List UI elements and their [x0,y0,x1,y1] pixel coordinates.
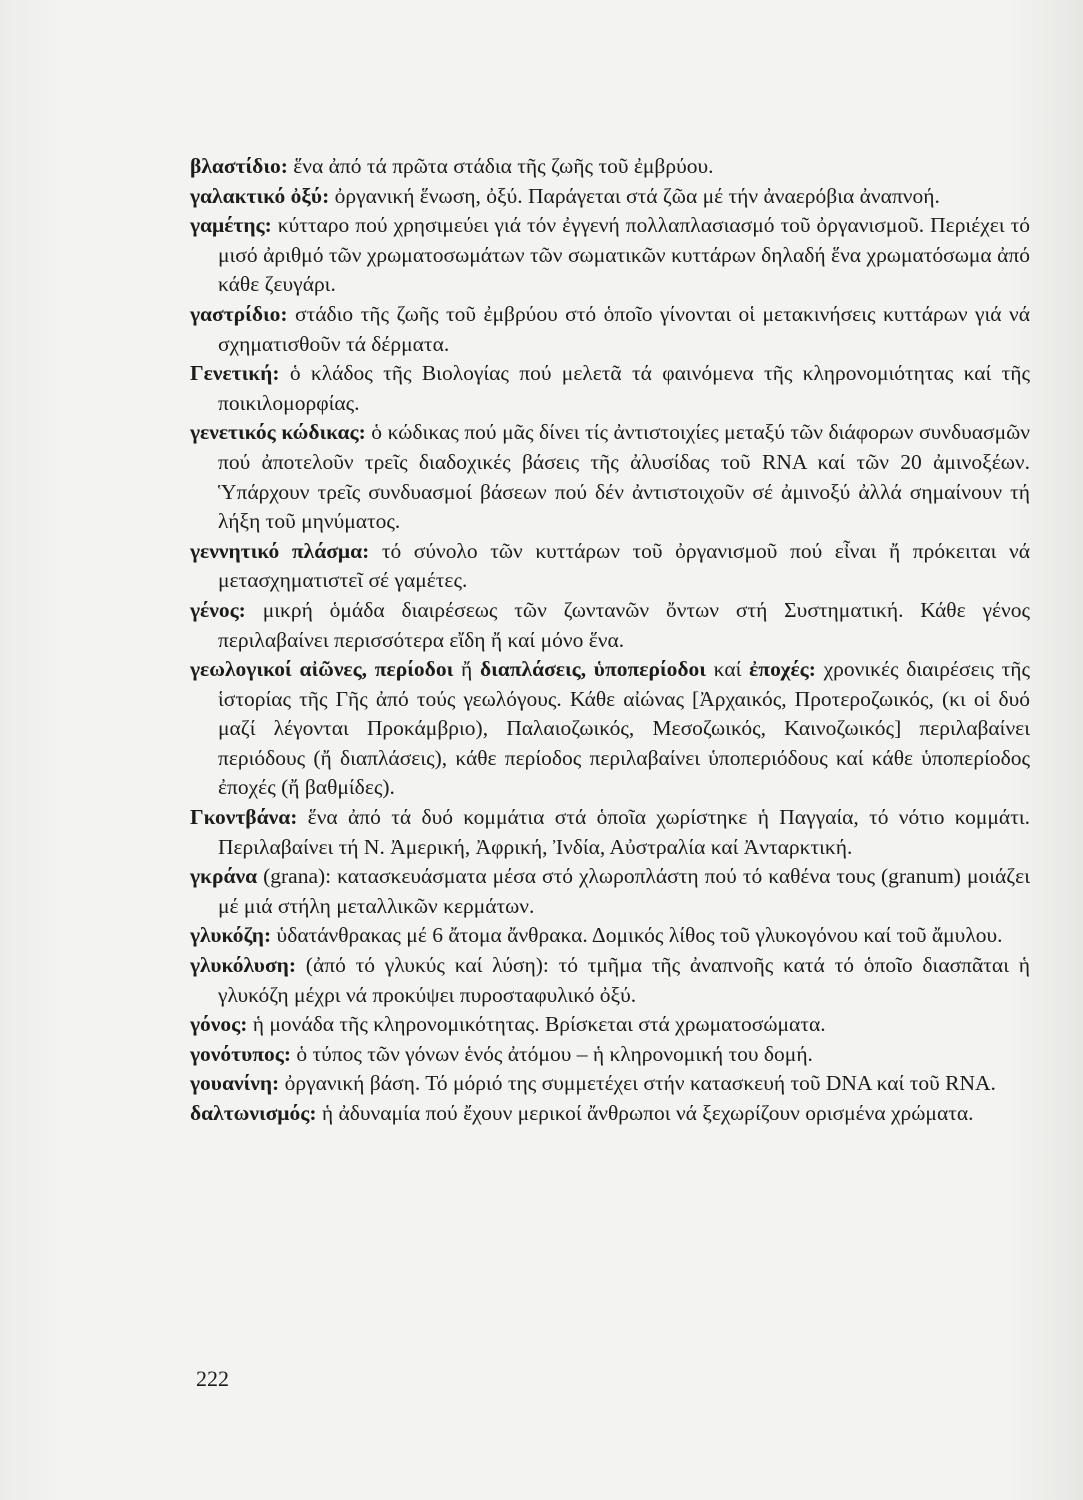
glossary-definition: μικρή ὁμάδα διαιρέσεως τῶν ζωντανῶν ὄντων στή Συστηματική. Κάθε γένος περιλαβαίνει περισσότερα εἴδη ἤ καί μόνο ἕνα. [218,597,1030,652]
glossary-term: γαμέτης: [190,213,272,238]
glossary-term: γαστρίδιο: [190,301,288,326]
glossary-term: γκράνα [190,864,258,889]
glossary-definition: καί [705,657,750,682]
glossary-definition: ὁ κώδικας πού μᾶς δίνει τίς ἀντιστοιχίες μεταξύ τῶν διάφορων συνδυασμῶν πού ἀποτελοῦν τρεῖς διαδοχικές βάσεις τῆς ἀλυσίδας τοῦ RNA καί τῶν 20 ἀμινοξέων. Ὑπάρχουν τρεῖς συνδυασμοί βάσεων πού δέν ἀντιστοιχοῦν σέ ἀμινοξύ ἀλλά σημαίνουν τή λήξη τοῦ μηνύματος. [218,420,1031,534]
glossary-entry [190,1010,1030,1040]
glossary-list [190,152,1030,1129]
glossary-definition: τό σύνολο τῶν κυττάρων τοῦ ὀργανισμοῦ πού εἶναι ἤ πρόκειται νά μετασχηματιστεῖ σέ γαμέτες. [218,538,1030,593]
glossary-term: ἐποχές: [749,657,816,682]
glossary-entry [190,152,1030,182]
glossary-term: γόνος: [190,1012,248,1037]
glossary-definition: (grana): κατασκευάσματα μέσα στό χλωροπλάστη πού τό καθένα τους (granum) μοιάζει μέ μιά στήλη μεταλλικῶν κερμάτων. [218,864,1030,918]
glossary-entry [190,921,1030,951]
glossary-term: γουανίνη: [190,1071,280,1096]
glossary-entry [190,418,1030,536]
glossary-entry [190,1069,1030,1099]
glossary-definition: ἕνα ἀπό τά πρῶτα στάδια τῆς ζωῆς τοῦ ἐμβρύου. [287,154,714,178]
glossary-entry [190,803,1030,862]
glossary-definition: ὁ τύπος τῶν γόνων ἑνός ἀτόμου – ἡ κληρονομική του δομή. [291,1041,813,1066]
glossary-entry [190,182,1030,212]
glossary-definition: στάδιο τῆς ζωῆς τοῦ ἐμβρύου στό ὁποῖο γίνονται οἱ μετακινήσεις κυττάρων γιά νά σχηματισθοῦν τά δέρματα. [218,301,1030,356]
glossary-term: βλαστίδιο: [190,154,288,178]
glossary-term: Γκοντβάνα: [190,805,298,830]
glossary-term: γλυκόλυση: [190,953,297,978]
glossary-entry [190,951,1030,1010]
glossary-term: γλυκόζη: [190,923,272,948]
glossary-entry [190,596,1030,655]
glossary-definition: ὑδατάνθρακας μέ 6 ἄτομα ἄνθρακα. Δομικός λίθος τοῦ γλυκογόνου καί τοῦ ἄμυλου. [271,923,1003,948]
glossary-term: δαλτωνισμός: [190,1101,317,1125]
glossary-term: γενετικός κώδικας: [190,420,366,445]
glossary-entry [190,1099,1030,1129]
glossary-entry [190,211,1030,300]
glossary-term: γεωλογικοί αἰῶνες, περίοδοι [190,657,454,682]
glossary-term: Γενετική: [190,361,280,386]
glossary-definition: ἤ [453,657,480,682]
glossary-term: διαπλάσεις, ὑποπερίοδοι [479,657,706,682]
glossary-entry [190,1040,1030,1070]
glossary-entry [190,359,1030,418]
glossary-definition: ὀργανική ἕνωση, ὀξύ. Παράγεται στά ζῶα μέ τήν ἀναερόβια ἀναπνοή. [329,183,940,208]
glossary-entry [190,300,1030,359]
glossary-definition: ὁ κλάδος τῆς Βιολογίας πού μελετᾶ τά φαινόμενα τῆς κληρονομιότητας καί τῆς ποικιλομορφίας. [218,361,1030,415]
glossary-definition: (ἀπό τό γλυκύς καί λύση): τό τμῆμα τῆς ἀναπνοῆς κατά τό ὁποῖο διασπᾶται ἡ γλυκόζη μέχρι νά προκύψει πυροσταφυλικό ὀξύ. [218,953,1030,1007]
glossary-entry [190,655,1030,803]
glossary-definition: ἡ μονάδα τῆς κληρονομικότητας. Βρίσκεται στά χρωματοσώματα. [247,1012,826,1037]
glossary-term: γονότυπος: [190,1041,291,1066]
glossary-term: γαλακτικό ὀξύ: [190,183,330,208]
page-number: 222 [196,1366,229,1391]
glossary-term: γένος: [190,597,246,622]
glossary-entry [190,537,1030,596]
glossary-definition: ὀργανική βάση. Τό μόριό της συμμετέχει στήν κατασκευή τοῦ DNA καί τοῦ RNA. [279,1071,996,1096]
glossary-definition: χρονικές διαιρέσεις τῆς ἱστορίας τῆς Γῆς ἀπό τούς γεωλόγους. Κάθε αἰώνας [Ἀρχαικός, Προτεροζωικός, (κι οἱ δυό μαζί λέγονται Προκάμβριο), Παλαιοζωικός, Μεσοζωικός, Καινοζωικός] περιλαβαίνει περιόδους (ἤ διαπλάσεις), κάθε περίοδος περιλαβαίνει ὑποπεριόδους καί κάθε ὑποπερίοδος ἐποχές (ἤ βαθμίδες). [218,657,1031,800]
glossary-definition: ἕνα ἀπό τά δυό κομμάτια στά ὁποῖα χωρίστηκε ἡ Παγγαία, τό νότιο κομμάτι. Περιλαβαίνει τή Ν. Ἀμερική, Ἀφρική, Ἰνδία, Αὐστραλία καί Ἀνταρκτική. [218,805,1030,859]
glossary-definition: κύτταρο πού χρησιμεύει γιά τόν ἐγγενή πολλαπλασιασμό τοῦ ὀργανισμοῦ. Περιέχει τό μισό ἀριθμό τῶν χρωματοσωμάτων τῶν σωματικῶν κυττάρων δηλαδή ἕνα χρωματόσωμα ἀπό κάθε ζευγάρι. [218,213,1030,297]
glossary-entry [190,862,1030,921]
glossary-definition: ἡ ἀδυναμία πού ἔχουν μερικοί ἄνθρωποι νά ξεχωρίζουν ορισμένα χρώματα. [316,1101,974,1125]
glossary-term: γεννητικό πλάσμα: [190,538,370,563]
